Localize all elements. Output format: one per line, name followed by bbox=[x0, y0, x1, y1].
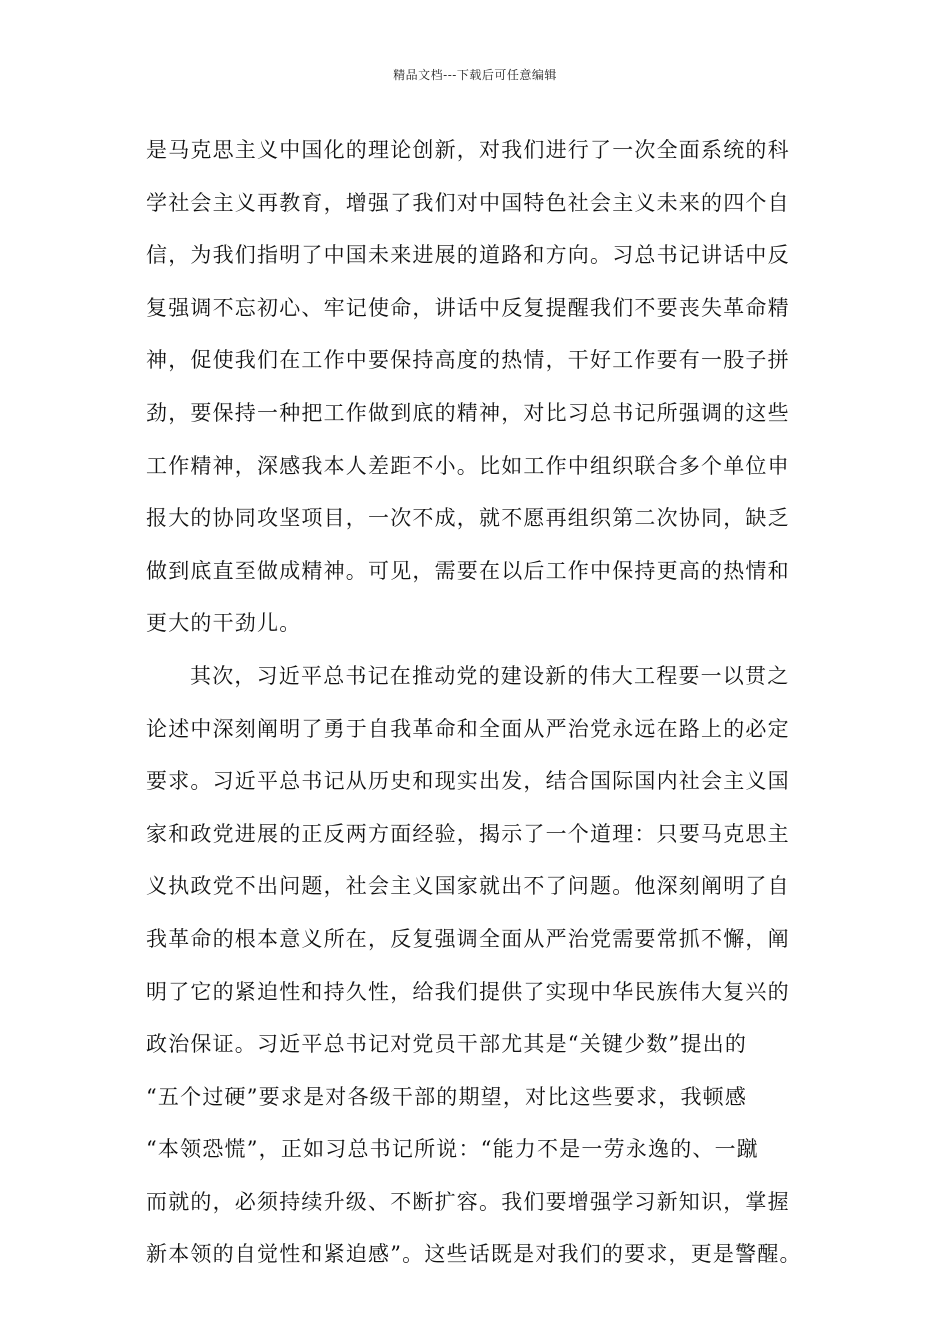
text-line: “五个过硬”要求是对各级干部的期望，对比这些要求，我顿感 bbox=[146, 1084, 748, 1109]
text-line: 复强调不忘初心、牢记使命，讲话中反复提醒我们不要丧失革命精 bbox=[146, 295, 790, 320]
text-line: 我革命的根本意义所在，反复强调全面从严治党需要常抓不懈，阐 bbox=[146, 926, 790, 951]
text-line: 要求。习近平总书记从历史和现实出发，结合国际国内社会主义国 bbox=[146, 769, 790, 794]
text-line: “本领恐慌”，正如习总书记所说：“能力不是一劳永逸的、一蹴 bbox=[146, 1137, 760, 1162]
text-line: 信，为我们指明了中国未来进展的道路和方向。习总书记讲话中反 bbox=[146, 243, 790, 268]
text-line: 劲，要保持一种把工作做到底的精神，对比习总书记所强调的这些 bbox=[146, 400, 790, 425]
text-line: 是马克思主义中国化的理论创新，对我们进行了一次全面系统的科 bbox=[146, 138, 790, 162]
text-line: 明了它的紧迫性和持久性，给我们提供了实现中华民族伟大复兴的 bbox=[146, 979, 790, 1004]
text-line: 义执政党不出问题，社会主义国家就出不了问题。他深刻阐明了自 bbox=[146, 874, 790, 899]
text-line: 论述中深刻阐明了勇于自我革命和全面从严治党永远在路上的必定 bbox=[146, 716, 790, 741]
text-line: 新本领的自觉性和紧迫感”。这些话既是对我们的要求，更是警醒。 bbox=[146, 1242, 802, 1267]
text-line: 神，促使我们在工作中要保持高度的热情，干好工作要有一股子拼 bbox=[146, 348, 790, 373]
paragraph-start-line: 其次，习近平总书记在推动党的建设新的伟大工程要一以贯之 bbox=[190, 663, 790, 688]
text-line: 而就的，必须持续升级、不断扩容。我们要增强学习新知识，掌握 bbox=[146, 1189, 790, 1214]
page-header: 精品文档---下载后可任意编辑 bbox=[393, 68, 557, 82]
text-line: 报大的协同攻坚项目，一次不成，就不愿再组织第二次协同，缺乏 bbox=[146, 506, 790, 531]
text-line: 工作精神，深感我本人差距不小。比如工作中组织联合多个单位申 bbox=[146, 453, 790, 478]
text-line: 学社会主义再教育，增强了我们对中国特色社会主义未来的四个自 bbox=[146, 190, 790, 215]
text-line: 做到底直至做成精神。可见，需要在以后工作中保持更高的热情和 bbox=[146, 558, 790, 583]
body-text bbox=[146, 124, 836, 1281]
text-line: 家和政党进展的正反两方面经验，揭示了一个道理：只要马克思主 bbox=[146, 821, 790, 846]
text-line: 政治保证。习近平总书记对党员干部尤其是“关键少数”提出的 bbox=[146, 1032, 748, 1057]
text-line: 更大的干劲儿。 bbox=[146, 611, 302, 636]
